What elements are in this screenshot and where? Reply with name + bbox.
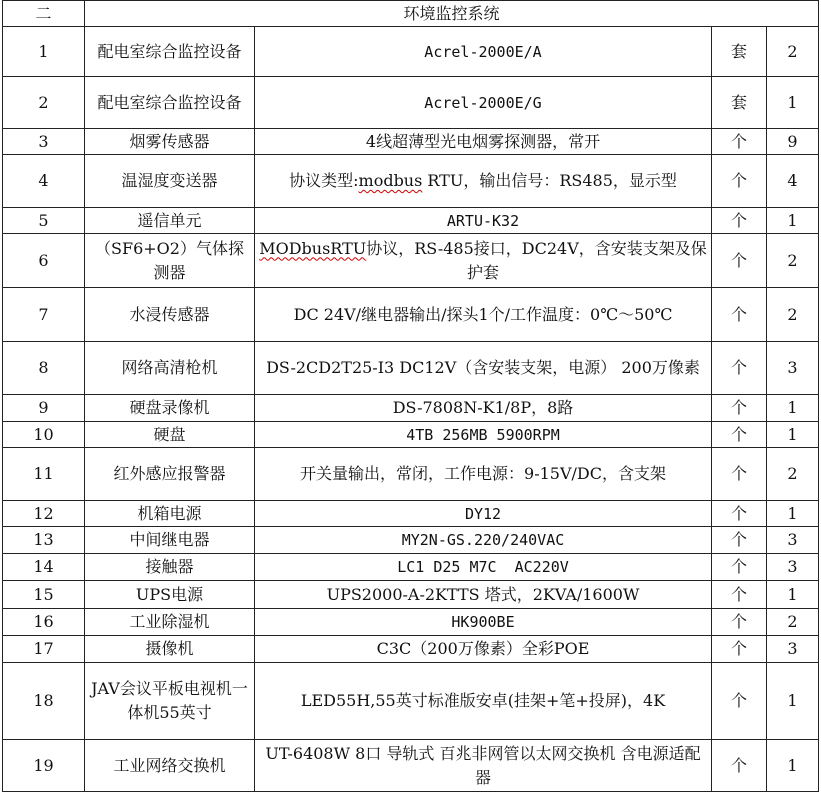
item-unit: 个 [712,663,767,740]
item-spec: 4线超薄型光电烟雾探测器，常开 [255,129,712,155]
item-name: 接触器 [85,554,255,581]
item-qty: 4 [767,155,819,208]
item-unit: 个 [712,448,767,501]
item-spec: 4TB 256MB 5900RPM [255,422,712,448]
spec-underlined-term: MODbusRTU [259,238,367,258]
item-name: 工业网络交换机 [85,740,255,792]
row-number: 2 [3,77,85,129]
item-unit: 个 [712,234,767,288]
table-row [3,448,819,501]
spec-underlined-term: modbus [358,171,423,190]
row-number: 8 [3,342,85,395]
item-qty: 1 [767,740,819,792]
item-unit: 个 [712,422,767,448]
item-qty: 3 [767,342,819,395]
item-spec: DC 24V/继电器输出/探头1个/工作温度：0℃～50℃ [255,288,712,342]
item-qty: 2 [767,27,819,77]
item-unit: 个 [712,581,767,609]
item-spec: LC1 D25 M7C AC220V [255,554,712,581]
item-qty: 3 [767,554,819,581]
table-row [3,422,819,448]
item-name: （SF6+O2）气体探测器 [85,234,255,288]
row-number: 15 [3,581,85,609]
item-qty: 2 [767,288,819,342]
item-spec: ARTU-K32 [255,208,712,234]
item-qty: 1 [767,422,819,448]
table-row [3,609,819,636]
item-qty: 2 [767,448,819,501]
item-unit: 个 [712,501,767,527]
item-unit: 个 [712,609,767,636]
item-unit: 个 [712,636,767,663]
row-number: 17 [3,636,85,663]
item-spec [255,234,712,288]
row-number: 1 [3,27,85,77]
item-name: 摄像机 [85,636,255,663]
item-unit: 套 [712,27,767,77]
item-unit: 个 [712,395,767,422]
table-row [3,342,819,395]
item-name: 红外感应报警器 [85,448,255,501]
row-number: 10 [3,422,85,448]
item-name: 水浸传感器 [85,288,255,342]
item-spec: LED55H,55英寸标准版安卓(挂架+笔+投屏)，4K [255,663,712,740]
item-qty: 1 [767,395,819,422]
item-qty: 9 [767,129,819,155]
item-spec: UPS2000-A-2KTTS 塔式，2KVA/1600W [255,581,712,609]
item-qty: 1 [767,501,819,527]
section-number: 二 [3,1,85,27]
row-number: 7 [3,288,85,342]
item-spec: 开关量输出，常闭，工作电源：9-15V/DC，含支架 [255,448,712,501]
spec-prefix: 协议类型: [289,171,359,190]
item-name: 配电室综合监控设备 [85,27,255,77]
row-number: 12 [3,501,85,527]
item-qty: 1 [767,208,819,234]
table-row [3,527,819,554]
item-qty: 3 [767,527,819,554]
table-row [3,636,819,663]
item-spec: C3C（200万像素）全彩POE [255,636,712,663]
spec-suffix: RTU，输出信号：RS485，显示型 [422,171,677,190]
table-row [3,554,819,581]
item-name: UPS电源 [85,581,255,609]
item-spec: DS-7808N-K1/8P，8路 [255,395,712,422]
item-spec [255,155,712,208]
item-unit: 个 [712,208,767,234]
item-qty: 1 [767,663,819,740]
row-number: 14 [3,554,85,581]
table-row [3,77,819,129]
table-row [3,663,819,740]
table-row [3,234,819,288]
item-unit: 个 [712,527,767,554]
item-name: 硬盘录像机 [85,395,255,422]
table-row [3,27,819,77]
equipment-table [2,0,819,792]
table-row [3,129,819,155]
table-row [3,288,819,342]
item-spec: Acrel-2000E/A [255,27,712,77]
item-name: 遥信单元 [85,208,255,234]
table-row [3,740,819,792]
item-unit: 个 [712,155,767,208]
item-name: 工业除湿机 [85,609,255,636]
row-number: 16 [3,609,85,636]
spec-suffix: 协议，RS-485接口，DC24V，含安装支架及保护套 [366,238,707,282]
table-row [3,395,819,422]
item-spec: UT-6408W 8口 导轨式 百兆非网管以太网交换机 含电源适配器 [255,740,712,792]
item-name: 机箱电源 [85,501,255,527]
table-row [3,501,819,527]
item-qty: 1 [767,581,819,609]
item-qty: 1 [767,77,819,129]
item-name: 温湿度变送器 [85,155,255,208]
item-spec: Acrel-2000E/G [255,77,712,129]
row-number: 6 [3,234,85,288]
row-number: 9 [3,395,85,422]
section-title: 环境监控系统 [85,1,819,27]
item-unit: 个 [712,342,767,395]
section-header-row [3,1,819,27]
row-number: 11 [3,448,85,501]
table-row [3,208,819,234]
row-number: 4 [3,155,85,208]
item-name: 硬盘 [85,422,255,448]
table-row [3,581,819,609]
item-unit: 个 [712,288,767,342]
item-qty: 3 [767,636,819,663]
table-row [3,155,819,208]
row-number: 18 [3,663,85,740]
item-spec: MY2N-GS.220/240VAC [255,527,712,554]
item-unit: 套 [712,77,767,129]
item-spec: DY12 [255,501,712,527]
row-number: 13 [3,527,85,554]
item-name: JAV会议平板电视机一体机55英寸 [85,663,255,740]
item-unit: 个 [712,129,767,155]
item-qty: 2 [767,609,819,636]
item-name: 烟雾传感器 [85,129,255,155]
row-number: 3 [3,129,85,155]
row-number: 5 [3,208,85,234]
item-name: 中间继电器 [85,527,255,554]
item-qty: 2 [767,234,819,288]
item-unit: 个 [712,554,767,581]
item-unit: 个 [712,740,767,792]
item-name: 网络高清枪机 [85,342,255,395]
item-name: 配电室综合监控设备 [85,77,255,129]
item-spec: DS-2CD2T25-I3 DC12V（含安装支架，电源） 200万像素 [255,342,712,395]
row-number: 19 [3,740,85,792]
item-spec: HK900BE [255,609,712,636]
